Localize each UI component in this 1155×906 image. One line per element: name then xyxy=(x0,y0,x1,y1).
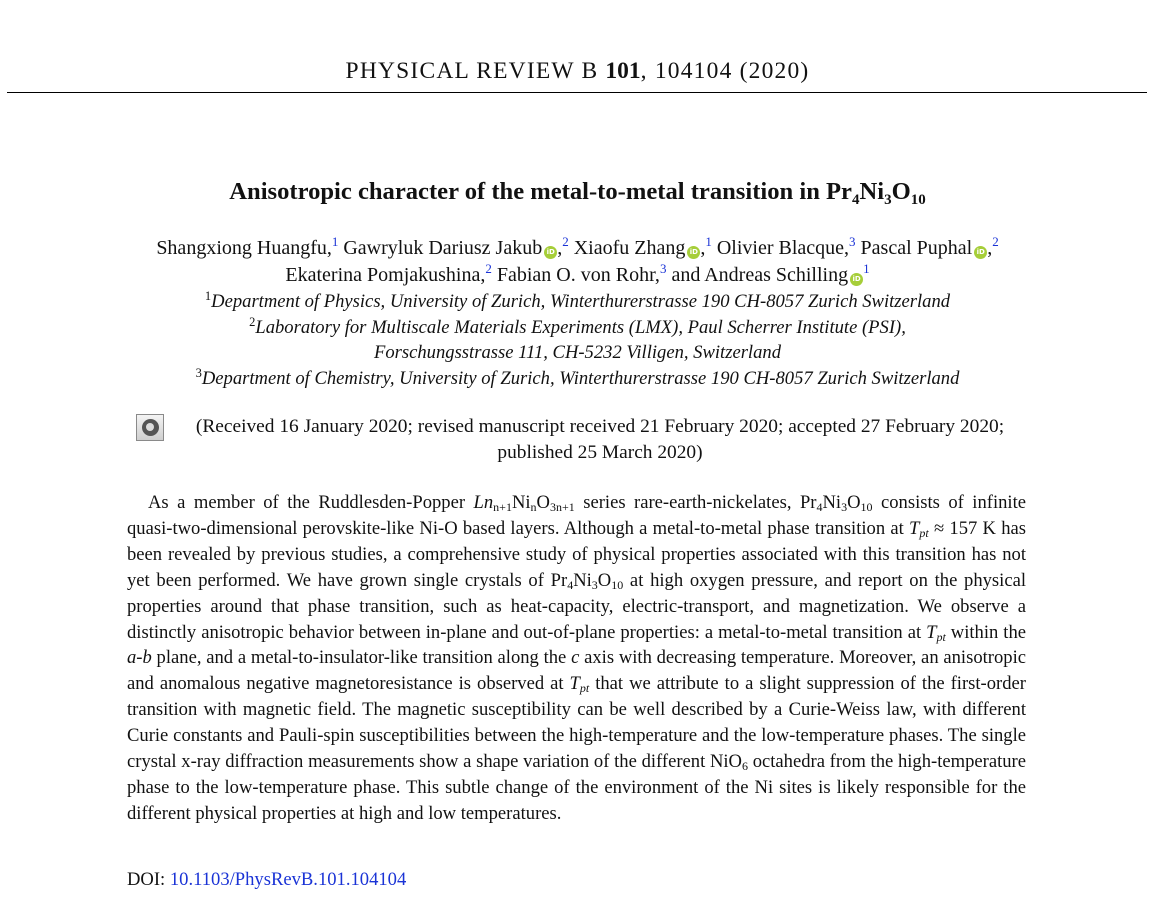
formula-sub: 4 xyxy=(816,500,823,514)
formula-element: O xyxy=(891,178,911,205)
symbol-sub: pt xyxy=(936,629,946,644)
author[interactable]: Pascal Puphal iD ,$^2$ xyxy=(860,234,999,259)
symbol-ab: a-b xyxy=(127,647,152,669)
paper-title xyxy=(0,178,1155,206)
received-line-1: (Received 16 January 2020; revised manuscript received 21 February 2020; accepted 27 February 2020; xyxy=(195,416,1005,437)
journal-header xyxy=(0,58,1155,85)
formula-ln: Ln xyxy=(473,492,494,513)
title-prefix: Anisotropic character of the metal-to-metal transition in xyxy=(229,178,827,205)
abstract-text: within the xyxy=(945,621,1026,643)
journal-citation: , 104104 (2020) xyxy=(640,58,810,84)
formula-subscript: 10 xyxy=(910,192,926,208)
affiliations xyxy=(0,289,1155,392)
author-name[interactable]: and Andreas Schilling xyxy=(671,264,849,286)
affiliation-line xyxy=(0,340,1155,366)
journal-volume: 101 xyxy=(605,58,641,84)
abstract-text: consists of infinite quasi-two-dimensional perovskite-like Ni-O based layers. Although a metal-to-metal phase transition at xyxy=(127,492,1027,539)
author[interactable] xyxy=(156,234,339,259)
affiliation-line xyxy=(0,289,1155,315)
author-name[interactable]: Ekaterina Pomjakushina, xyxy=(285,264,486,286)
journal-name: PHYSICAL REVIEW B xyxy=(345,58,599,84)
formula-sub: 4 xyxy=(567,577,574,592)
abstract-text: that we attribute to a slight suppression of the first-order transition with magnetic field. The magnetic susceptibility can be well described by a Curie-Weiss law, with different Curie constants and Pauli-spin susceptibilities between the high-temperature and the low-temperature phases. The single crystal x-ray diffraction measurements show a shape variation of the different xyxy=(127,673,1026,773)
orcid-icon[interactable]: iD xyxy=(687,246,700,259)
author-name[interactable]: Olivier Blacque, xyxy=(716,237,850,259)
author-name[interactable]: Gawryluk Dariusz Jakub xyxy=(343,237,543,259)
orcid-icon[interactable]: iD xyxy=(544,246,557,259)
doi-link[interactable]: 10.1103/PhysRevB.101.104104 xyxy=(169,869,407,890)
formula-sub: 3n+1 xyxy=(549,500,575,514)
formula-sub: 10 xyxy=(611,577,624,592)
formula-subscript: 4 xyxy=(851,192,860,208)
affiliation-line xyxy=(0,315,1155,341)
received-dates xyxy=(170,414,1030,466)
affiliation-text: Department of Chemistry, University of Zurich, Winterthurerstrasse 190 CH-8057 Zurich Switzerland xyxy=(201,368,960,390)
formula-element: Pr xyxy=(826,178,852,205)
author[interactable] xyxy=(496,261,667,286)
formula-el: NiO xyxy=(709,751,742,773)
formula-el: O xyxy=(536,492,550,513)
affiliation-number: 2 xyxy=(249,314,256,329)
formula-subscript: 3 xyxy=(884,192,892,208)
formula-sub: n+1 xyxy=(493,500,512,514)
author-name[interactable]: Pascal Puphal xyxy=(860,237,973,259)
orcid-icon[interactable]: iD xyxy=(974,246,987,259)
author-name[interactable]: Shangxiong Huangfu, xyxy=(156,237,332,259)
formula-el: Pr xyxy=(550,569,568,591)
author-name[interactable]: Fabian O. von Rohr, xyxy=(496,264,660,286)
symbol-t: T xyxy=(909,517,920,539)
author-list xyxy=(0,235,1155,289)
author-affiliation-ref[interactable]: 2 xyxy=(992,234,999,249)
formula-el: O xyxy=(847,492,861,513)
title-formula xyxy=(826,178,926,208)
author-affiliation-ref[interactable]: 3 xyxy=(849,234,856,249)
crossmark-icon[interactable] xyxy=(136,414,164,441)
affiliation-text: Forschungsstrasse 111, CH-5232 Villigen, Switzerland xyxy=(374,342,781,364)
author-affiliation-ref[interactable]: 1 xyxy=(331,234,339,249)
affiliation-number: 1 xyxy=(204,289,212,303)
doi xyxy=(127,869,406,891)
abstract-paragraph xyxy=(127,490,1026,827)
author-line xyxy=(0,262,1155,289)
affiliation-number: 3 xyxy=(195,366,202,381)
symbol-sub: pt xyxy=(579,681,590,696)
author-name[interactable]: Xiaofu Zhang xyxy=(573,237,686,259)
author-affiliation-ref[interactable]: 2 xyxy=(485,261,492,276)
author-line xyxy=(0,235,1155,262)
author-affiliation-ref[interactable]: 3 xyxy=(659,261,667,276)
abstract-text: series rare-earth-nickelates, xyxy=(574,492,800,513)
received-line-2: published 25 March 2020) xyxy=(497,442,703,463)
doi-label: DOI: xyxy=(127,869,170,890)
symbol-sub: pt xyxy=(919,525,929,540)
orcid-icon[interactable]: iD xyxy=(850,273,863,286)
author[interactable]: Gawryluk Dariusz Jakub iD ,$^2$ xyxy=(343,234,569,259)
author[interactable]: Xiaofu Zhang iD ,$^1$ xyxy=(573,234,712,259)
formula-element: Ni xyxy=(859,178,885,205)
abstract xyxy=(127,490,1026,827)
abstract-text: at high oxygen pressure, and report on the physical properties around that phase transition, such as heat-capacity, electric-transport, and magnetization. We observe a distinctly anisotropic behavior between in-plane and out-of-plane properties: a metal-to-metal transition at xyxy=(127,569,1026,643)
formula-el: Ni xyxy=(511,492,531,513)
symbol-t: T xyxy=(569,673,580,695)
formula-el: O xyxy=(597,569,612,591)
author[interactable] xyxy=(716,234,856,259)
abstract-text: octahedra from the high-temperature phase to the low-temperature phase. This subtle change of the environment of the Ni sites is likely responsible for the different physical properties at high and low temperatures. xyxy=(127,751,1026,824)
formula-el: Pr xyxy=(799,492,817,513)
author-affiliation-ref[interactable]: 2 xyxy=(562,234,569,249)
symbol-t: T xyxy=(926,621,937,643)
formula-sub: 3 xyxy=(841,500,848,514)
affiliation-line xyxy=(0,366,1155,392)
formula-sub: 3 xyxy=(591,577,598,592)
abstract-text: axis with decreasing temperature. Moreover, an anisotropic and anomalous negative magnetoresistance is observed at xyxy=(127,647,1026,695)
author-affiliation-ref[interactable]: 1 xyxy=(863,261,870,276)
author[interactable] xyxy=(285,261,492,286)
affiliation-text: Department of Physics, University of Zurich, Winterthurerstrasse 190 CH-8057 Zurich Switzerland xyxy=(211,291,951,312)
header-rule xyxy=(7,92,1147,93)
author[interactable] xyxy=(671,261,870,286)
formula-el: Ni xyxy=(822,492,842,513)
formula-sub: n xyxy=(530,500,537,514)
formula-el: Ni xyxy=(573,569,592,591)
abstract-text: plane, and a metal-to-insulator-like transition along the xyxy=(151,647,572,669)
abstract-text: As a member of the Ruddlesden-Popper xyxy=(148,492,474,513)
symbol-c: c xyxy=(571,647,580,669)
formula-sub: 6 xyxy=(741,759,748,774)
formula-sub: 10 xyxy=(860,500,873,514)
abstract-text: ≈ 157 K has been revealed by previous studies, a comprehensive study of physical properties associated with this transition has not yet been performed. We have grown single crystals of xyxy=(127,517,1026,591)
affiliation-text: Laboratory for Multiscale Materials Experiments (LMX), Paul Scherrer Institute (PSI), xyxy=(255,316,906,338)
author-affiliation-ref[interactable]: 1 xyxy=(705,234,712,249)
